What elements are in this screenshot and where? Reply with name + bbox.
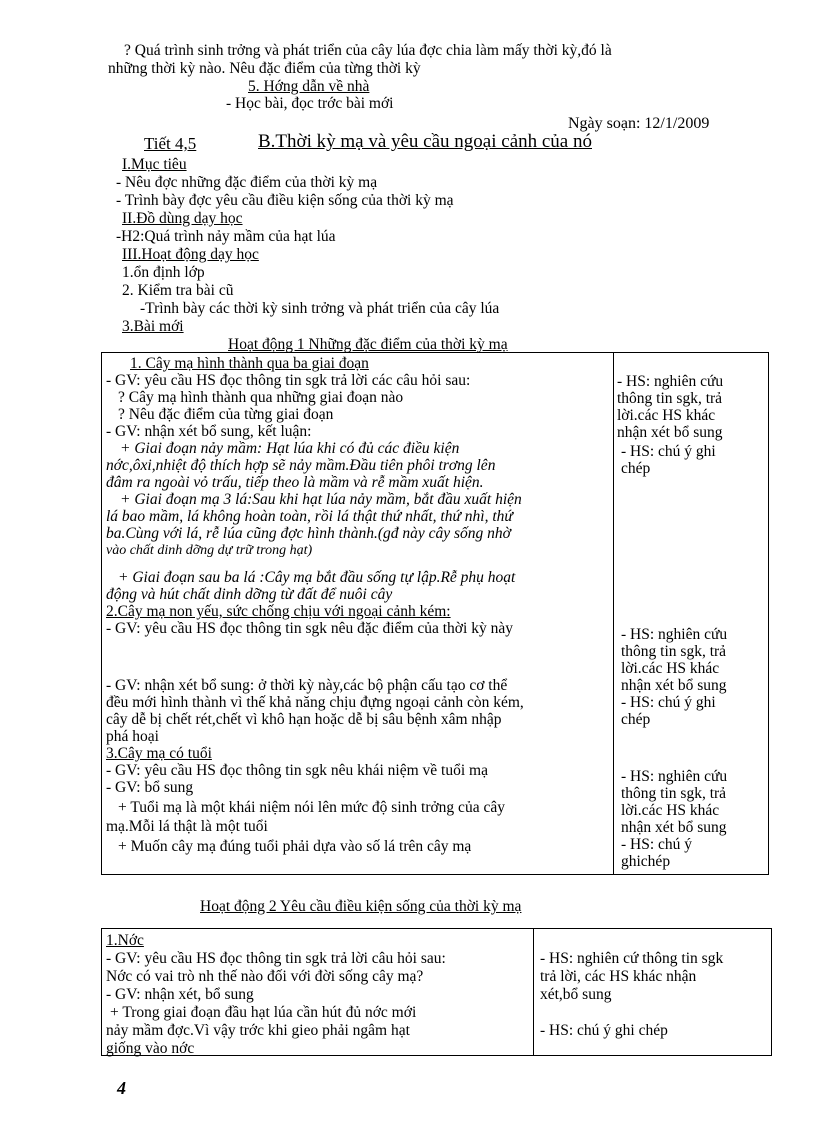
a1-line: đâm ra ngoài vỏ trấu, tiếp theo là mầm và rễ mầm xuất hiện.	[106, 474, 484, 491]
a1-line: lá bao mầm, lá không hoàn toàn, rồi lá thật thứ nhất, thứ nhì, thứ	[106, 508, 513, 525]
a1-right-line: - HS: chú ý ghi	[621, 443, 716, 460]
a1-line: vào chất dinh dỡng dự trữ trong hạt)	[106, 543, 313, 558]
objectives-heading: I.Mục tiêu	[122, 156, 187, 173]
materials-item-1: -H2:Quá trình nảy mầm của hạt lúa	[116, 228, 336, 245]
a2-line: - GV: nhận xét, bổ sung	[106, 986, 254, 1003]
a1-line: + Giai đoạn nảy mầm: Hạt lúa khi có đủ các điều kiện	[120, 440, 460, 457]
a1-line: - GV: bổ sung	[106, 779, 194, 796]
a2-line: Nớc có vai trò nh thế nào đối với đời sống cây mạ?	[106, 968, 424, 985]
a1-right-line: - HS: nghiên cứu	[621, 768, 728, 785]
a1-line: 3.Cây mạ có tuổi	[106, 745, 212, 762]
activity1-title: Hoạt động 1 Những đặc điểm của thời kỳ mạ	[228, 336, 508, 353]
a1-line: - GV: nhận xét bổ sung: ở thời kỳ này,các bộ phận cấu tạo cơ thể	[106, 677, 508, 694]
a1-line: mạ.Mỗi lá thật là một tuổi	[106, 818, 268, 835]
objective-item-1: - Nêu đợc những đặc điểm của thời kỳ mạ	[116, 174, 378, 191]
a2-line: 1.Nớc	[106, 932, 144, 949]
activities-step-2: 2. Kiểm tra bài cũ	[122, 282, 234, 299]
a1-line: ba.Cùng với lá, rễ lúa cũng đợc hình thành.(gđ này cây sống nhờ	[106, 525, 511, 542]
activities-step-2-question: -Trình bày các thời kỳ sinh trởng và phát triển của cây lúa	[140, 300, 500, 317]
a1-right-line: - HS: nghiên cứu	[621, 626, 728, 643]
intro-question-line1: ? Quá trình sinh trởng và phát triển của cây lúa đợc chia làm mấy thời kỳ,đó là	[124, 42, 612, 59]
a1-right-line: lời.các HS khác	[621, 802, 720, 819]
a2-line: nảy mầm đợc.Vì vậy trớc khi gieo phải ngâm hạt	[106, 1022, 410, 1039]
activity1-column-divider	[613, 352, 614, 875]
a1-line: ? Cây mạ hình thành qua những giai đoạn nào	[118, 389, 404, 406]
a1-right-line: thông tin sgk, trả	[617, 390, 723, 407]
section5-heading: 5. Hớng dẫn về nhà	[248, 78, 370, 95]
a1-right-line: ghichép	[621, 853, 671, 870]
a1-line: - GV: yêu cầu HS đọc thông tin sgk nêu đặc điểm của thời kỳ này	[106, 620, 513, 637]
a1-right-line: - HS: chú ý	[621, 836, 693, 853]
a1-line: + Giai đoạn mạ 3 lá:Sau khi hạt lúa nảy mầm, bắt đầu xuất hiện	[120, 491, 522, 508]
a1-line: + Tuổi mạ là một khái niệm nói lên mức độ sinh trởng của cây	[118, 799, 505, 816]
a2-right-line: - HS: chú ý ghi chép	[540, 1022, 668, 1039]
activities-step-3: 3.Bài mới	[122, 318, 184, 335]
a1-line: ? Nêu đặc điểm của từng giai đoạn	[118, 406, 334, 423]
activity2-column-divider	[533, 928, 534, 1056]
a1-right-line: nhận xét bổ sung	[621, 819, 727, 836]
a1-line: 1. Cây mạ hình thành qua ba giai đoạn	[130, 355, 369, 372]
a2-line: - GV: yêu cầu HS đọc thông tin sgk trả lời câu hỏi sau:	[106, 950, 446, 967]
materials-heading: II.Đồ dùng dạy học	[122, 210, 243, 227]
a1-line: cây dễ bị chết rét,chết vì khô hạn hoặc dễ bị sâu bệnh xâm nhập	[106, 711, 502, 728]
a1-line: đều mới hình thành vì thế khả năng chịu đựng ngoại cảnh còn kém,	[106, 694, 524, 711]
a2-right-line: - HS: nghiên cứ thông tin sgk	[540, 950, 724, 967]
intro-question-line2: những thời kỳ nào. Nêu đặc điểm của từng thời kỳ	[108, 60, 421, 77]
a1-right-line: - HS: nghiên cứu	[617, 373, 724, 390]
a1-right-line: nhận xét bổ sung	[621, 677, 727, 694]
date-text: Ngày soạn: 12/1/2009	[568, 115, 710, 132]
a2-line: giống vào nớc	[106, 1040, 195, 1057]
a1-line: + Muốn cây mạ đúng tuổi phải dựa vào số lá trên cây mạ	[118, 838, 472, 855]
a1-line: nớc,ôxi,nhiệt độ thích hợp sẽ nảy mầm.Đầu tiên phôi trơng lên	[106, 457, 496, 474]
a1-right-line: thông tin sgk, trả	[621, 785, 727, 802]
a1-line: phá hoại	[106, 728, 159, 745]
activities-step-1: 1.ổn định lớp	[122, 264, 205, 281]
a1-right-line: nhận xét bổ sung	[617, 424, 723, 441]
a1-right-line: lời.các HS khác	[621, 660, 720, 677]
lesson-title: B.Thời kỳ mạ và yêu cầu ngoại cảnh của nó	[258, 131, 592, 152]
a1-right-line: - HS: chú ý ghi	[621, 694, 716, 711]
a1-right-line: thông tin sgk, trả	[621, 643, 727, 660]
a1-line: - GV: yêu cầu HS đọc thông tin sgk nêu khái niệm về tuổi mạ	[106, 762, 488, 779]
a1-line: - GV: nhận xét bổ sung, kết luận:	[106, 423, 312, 440]
a2-line: + Trong giai đoạn đầu hạt lúa cần hút đủ nớc mới	[110, 1004, 417, 1021]
a2-right-line: trả lời, các HS khác nhận	[540, 968, 697, 985]
a1-line: + Giai đoạn sau ba lá :Cây mạ bắt đầu sống tự lập.Rễ phụ hoạt	[118, 569, 516, 586]
a2-right-line: xét,bổ sung	[540, 986, 612, 1003]
activities-heading: III.Hoạt động dạy học	[122, 246, 259, 263]
a1-line: động và hút chất dinh dỡng từ đất để nuôi cây	[106, 586, 393, 603]
homework-text: - Học bài, đọc trớc bài mới	[226, 95, 394, 112]
a1-line: - GV: yêu cầu HS đọc thông tin sgk trả lời các câu hỏi sau:	[106, 372, 471, 389]
page-number: 4	[117, 1078, 126, 1098]
a1-right-line: chép	[621, 711, 651, 728]
a1-right-line: lời.các HS khác	[617, 407, 716, 424]
a1-right-line: chép	[621, 460, 651, 477]
a1-line: 2.Cây mạ non yếu, sức chống chịu với ngoại cảnh kém:	[106, 603, 451, 620]
lesson-period: Tiết 4,5	[144, 134, 197, 153]
activity2-title: Hoạt động 2 Yêu cầu điều kiện sống của thời kỳ mạ	[200, 898, 522, 915]
objective-item-2: - Trình bày đợc yêu cầu điều kiện sống của thời kỳ mạ	[116, 192, 454, 209]
